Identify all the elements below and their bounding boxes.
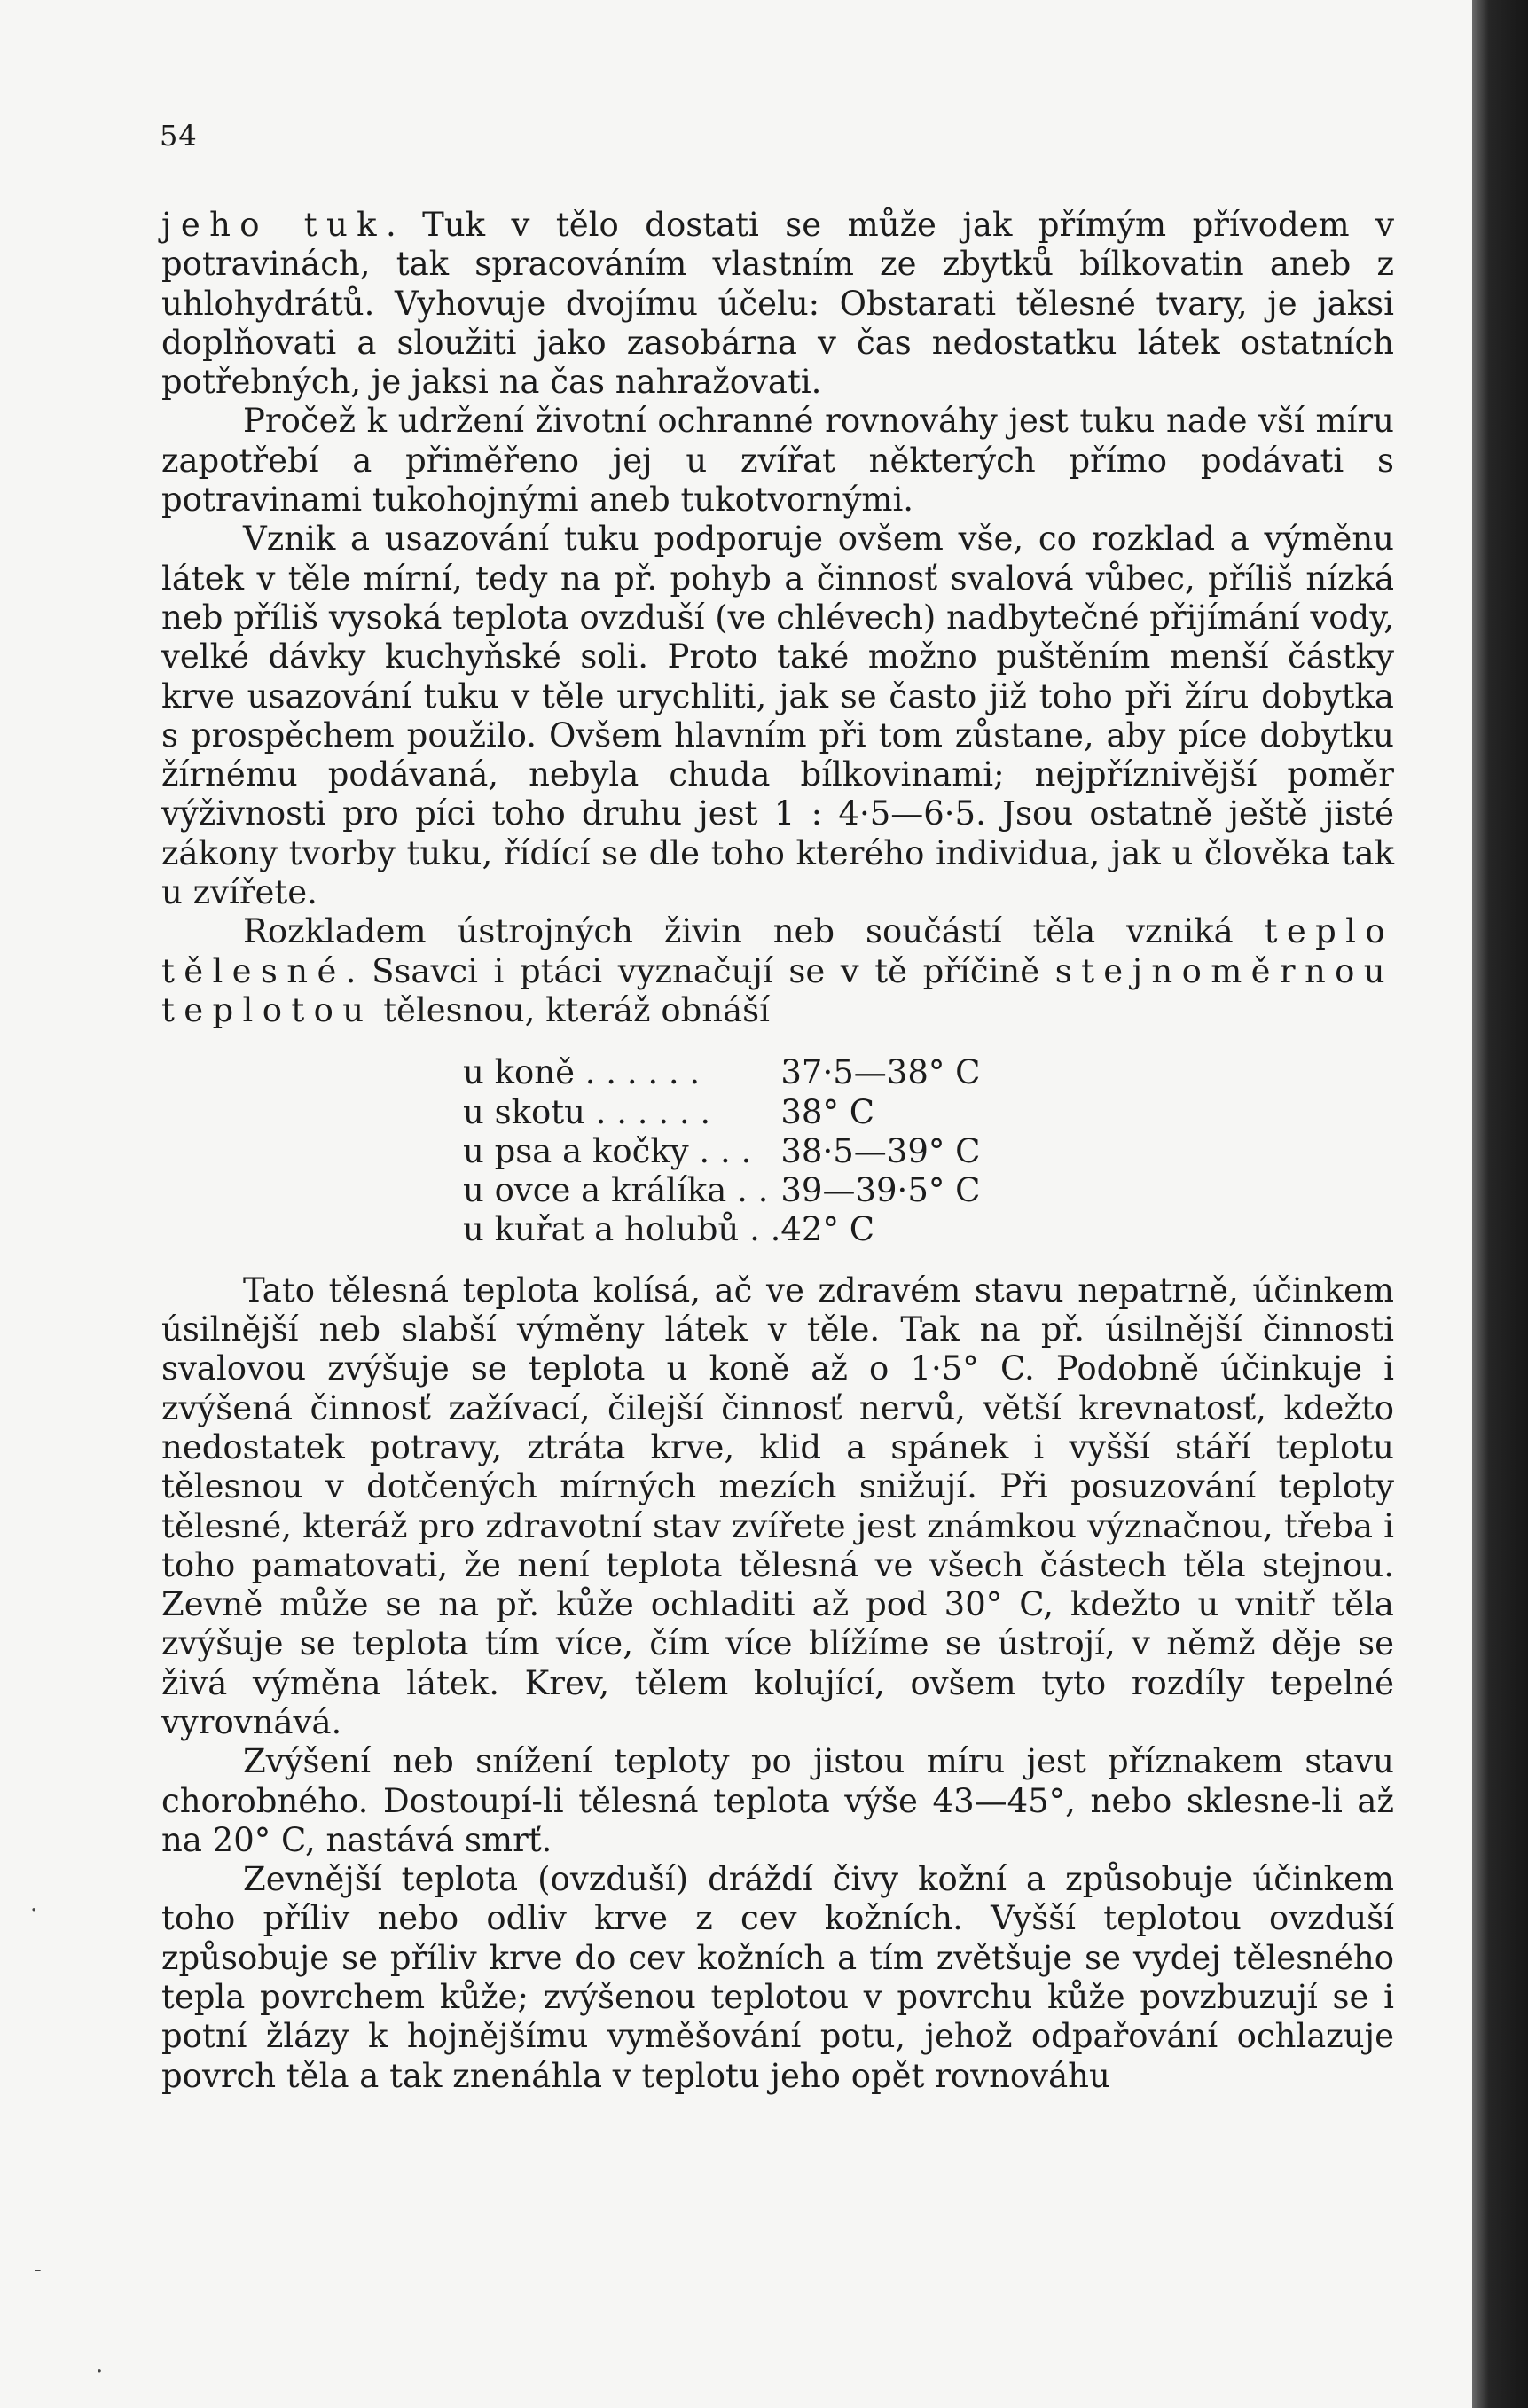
paragraph-4: Rozkladem ústrojných živin neb součástí těla vzniká teplo tělesné. Ssavci i ptáci vyznačují se v tě příčině stejnoměrnou teplotou tělesnou, kteráž obnáší bbox=[161, 912, 1394, 1029]
scan-page-edge bbox=[1472, 0, 1528, 2408]
temperature-value: 38·5—39° C bbox=[780, 1131, 981, 1170]
paragraph-1: jeho tuk. Tuk v tělo dostati se může jak přímým přívodem v potravinách, tak spracováním vlastním ze zbytků bílkovatin aneb z uhlohydrátů. Vyhovuje dvojímu účelu: Obstarati tělesné tvary, je jaksi doplňovati a sloužiti jako zasobárna v čas nedostatku látek ostatních potřebných, je jaksi na čas nahražovati. bbox=[161, 206, 1394, 402]
animal-name: u psa a kočky bbox=[463, 1131, 689, 1170]
table-row bbox=[463, 1210, 980, 1249]
paragraph-3: Vznik a usazování tuku podporuje ovšem vše, co rozklad a výměnu látek v těle mírní, tedy na př. pohyb a činnosť svalová vůbec, příliš nízká neb příliš vysoká teplota ovzduší (ve chlévech) nadbytečné přijímání vody, velké dávky kuchyňské soli. Proto také možno puštěním menší částky krve usazování tuku v těle urychliti, jak se často již toho při žíru dobytka s prospěchem použilo. Ovšem hlavním při tom zůstane, aby píce dobytku žírnému podávaná, nebyla chuda bílkovinami; nejpříznivější poměr výživnosti pro píci toho druhu jest 1 : 4·5—6·5. Jsou ostatně ještě jisté zákony tvorby tuku, řídící se dle toho kterého individua, jak u člověka tak u zvířete. bbox=[161, 520, 1394, 912]
table-row bbox=[463, 1132, 980, 1171]
animal-name: u koně bbox=[463, 1053, 576, 1092]
scan-speck: · bbox=[30, 1897, 38, 1924]
leader-dots: . . . bbox=[699, 1131, 752, 1170]
scan-speck: · bbox=[96, 2358, 104, 2385]
temperature-value: 39—39·5° C bbox=[780, 1171, 981, 1210]
body-text bbox=[161, 206, 1394, 2096]
leader-dots: . . . . . . bbox=[595, 1092, 711, 1131]
emphasis-jeho-tuk: jeho tuk bbox=[161, 206, 386, 244]
paragraph-6: Zvýšení neb snížení teploty po jistou míru jest příznakem stavu chorobného. Dostoupí-li tělesná teplota výše 43—45°, nebo sklesne-li až na 20° C, nastává smrť. bbox=[161, 1742, 1394, 1859]
paragraph-5: Tato tělesná teplota kolísá, ač ve zdravém stavu nepatrně, účinkem úsilnější neb slabší výměny látek v těle. Tak na př. úsilnější činnosti svalovou zvýšuje se teplota u koně až o 1·5° C. Podobně účinkuje i zvýšená činnosť zažívací, čilejší činnosť nervů, větší krevnatosť, kdežto nedostatek potravy, ztráta krve, klid a spánek i vyšší stáří teplotu tělesnou v dotčených mírných mezích snižují. Při posuzování teploty tělesné, kteráž pro zdravotní stav zvířete jest známkou význačnou, třeba i toho pamatovati, že není teplota tělesná ve všech částech těla stejnou. Zevně může se na př. kůže ochladiti až pod 30° C, kdežto u vnitř těla zvýšuje se teplota tím více, čím více blížíme se ústrojí, v němž děje se živá výměna látek. Krev, tělem kolující, ovšem tyto rozdíly tepelné vyrovnává. bbox=[161, 1270, 1394, 1741]
animal-name: u ovce a králíka bbox=[463, 1171, 727, 1210]
table-row bbox=[463, 1171, 980, 1210]
paragraph-7: Zevnější teplota (ovzduší) dráždí čivy kožní a způsobuje účinkem toho příliv nebo odliv krve z cev kožních. Vyšší teplotou ovzduší způsobuje se příliv krve do cev kožních a tím zvětšuje se vydej tělesného tepla povrchem kůže; zvýšenou teplotou v povrchu kůže povzbuzují se i potní žlázy k hojnějšímu vyměšování potu, jehož odpařování ochlazuje povrch těla a tak znenáhla v teplotu jeho opět rovnováhu bbox=[161, 1860, 1394, 2095]
paragraph-2: Pročež k udržení životní ochranné rovnováhy jest tuku nade vší míru zapotřebí a přiměřeno jej u zvířat některých přímo podávati s potravinami tukohojnými aneb tukotvornými. bbox=[161, 402, 1394, 520]
table-row bbox=[463, 1053, 980, 1092]
emphasis-teplo-telesne: teplo tělesné bbox=[161, 912, 1394, 990]
temperature-value: 38° C bbox=[780, 1092, 875, 1131]
animal-name: u skotu bbox=[463, 1092, 585, 1131]
temperature-value: 42° C bbox=[780, 1210, 875, 1249]
table-row bbox=[463, 1093, 980, 1132]
leader-dots: . . bbox=[737, 1171, 769, 1210]
leader-dots: . . . . . . bbox=[584, 1053, 701, 1092]
leader-dots: . . bbox=[749, 1210, 781, 1249]
scan-speck: - bbox=[34, 2256, 42, 2283]
animal-name: u kuřat a holubů bbox=[463, 1210, 740, 1249]
page-number: 54 bbox=[160, 119, 198, 152]
emphasis-stejnomernou-teplotou: stejnoměrnou teplotou bbox=[161, 951, 1394, 1029]
temperature-table bbox=[463, 1053, 980, 1249]
temperature-value: 37·5—38° C bbox=[780, 1053, 981, 1092]
